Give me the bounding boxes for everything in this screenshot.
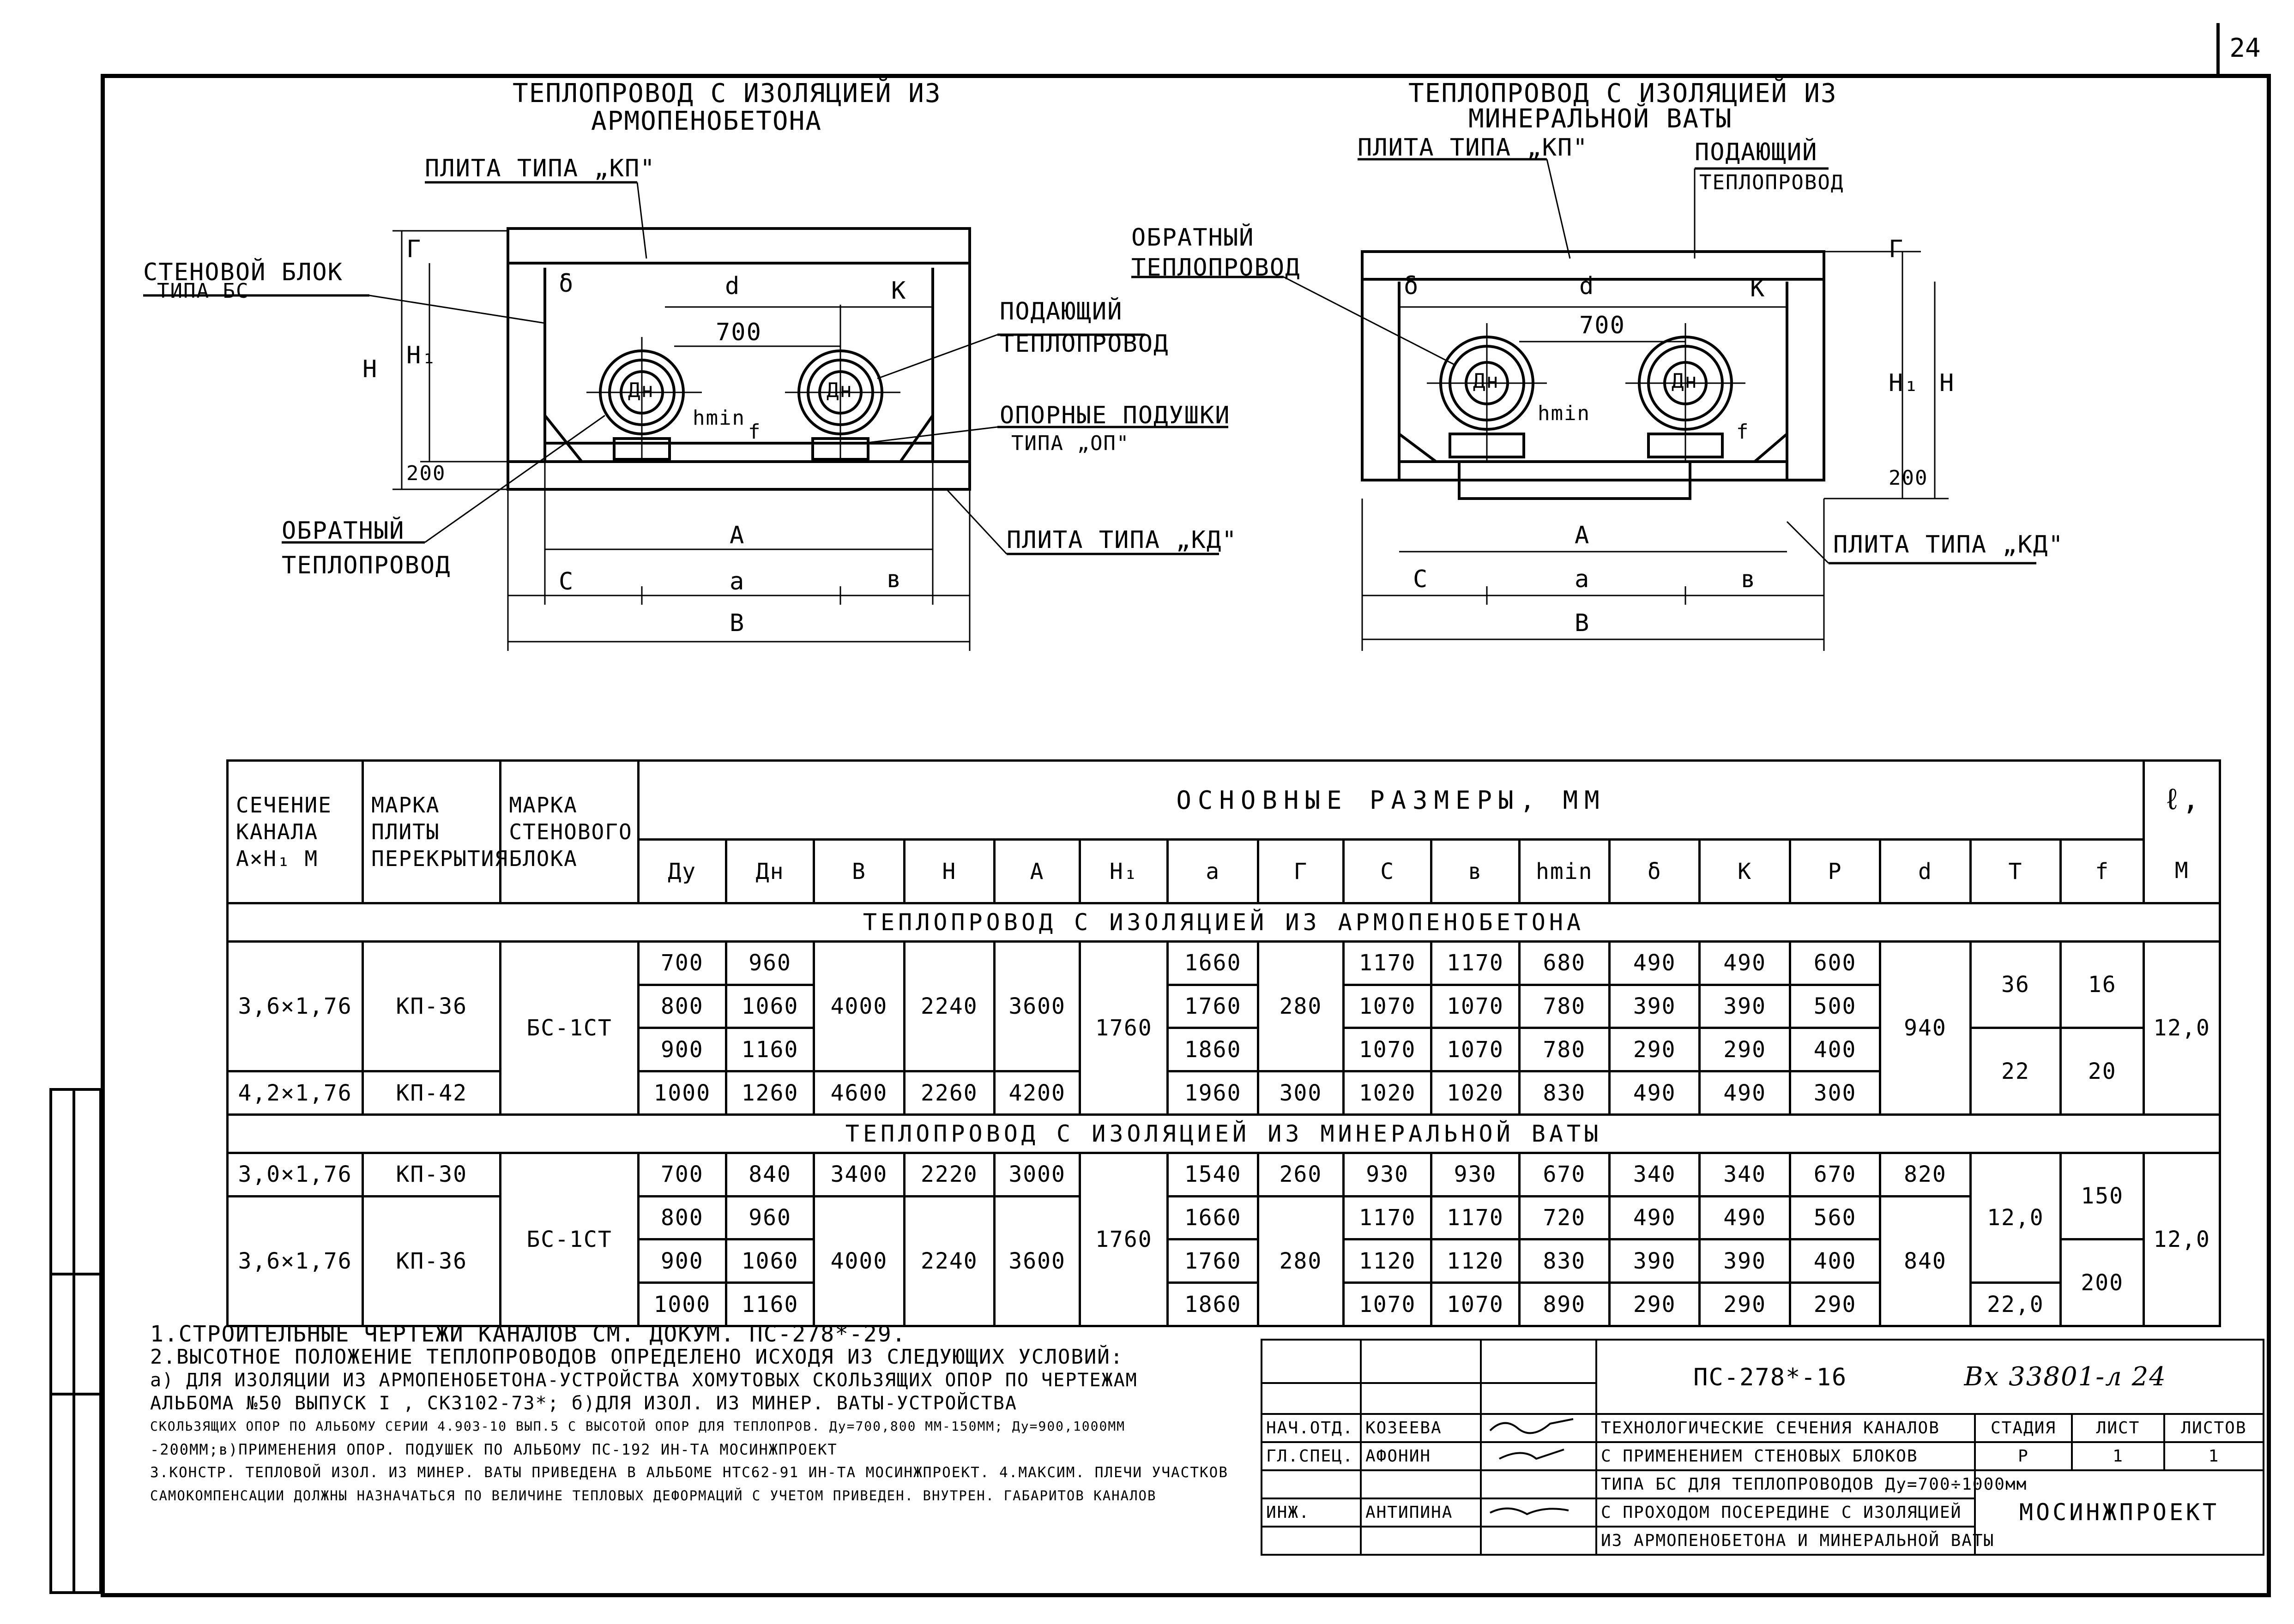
col-d: d	[1880, 840, 1970, 903]
s2-delta-2: 390	[1610, 1239, 1700, 1283]
col-f: f	[2061, 840, 2144, 903]
left-dim-hmin: hmin	[693, 406, 745, 430]
s2-C-1: 1170	[1344, 1196, 1431, 1239]
col-H: Н	[904, 840, 994, 903]
s2-K-1: 490	[1700, 1196, 1790, 1239]
col-P: Р	[1790, 840, 1880, 903]
s1-du-3: 1000	[638, 1071, 726, 1115]
col-dn: Дн	[726, 840, 814, 903]
left-wall-block-type: ТИПА БС	[157, 279, 249, 303]
col-du: Ду	[638, 840, 726, 903]
s2-C-0: 930	[1344, 1153, 1431, 1196]
left-dim-200: 200	[406, 462, 446, 485]
col-K: К	[1700, 840, 1790, 903]
s2-hmin-0: 670	[1519, 1153, 1609, 1196]
s2-f-a: 150	[2061, 1153, 2144, 1239]
s1-K-3: 490	[1700, 1071, 1790, 1115]
left-dim-A: А	[730, 522, 745, 549]
s1-P-2: 400	[1790, 1028, 1880, 1071]
s2-C-3: 1070	[1344, 1283, 1431, 1326]
s2-delta-0: 340	[1610, 1153, 1700, 1196]
col-C: С	[1344, 840, 1431, 903]
s2-dn-2: 1060	[726, 1239, 814, 1283]
note-line-1: 1.СТРОИТЕЛЬНЫЕ ЧЕРТЕЖИ КАНАЛОВ СМ. ДОКУМ. ПС-278*-29.	[150, 1321, 906, 1347]
stamp-name-1: АФОНИН	[1361, 1442, 1481, 1470]
col-B: В	[814, 840, 904, 903]
right-dim-H: Н	[1939, 369, 1955, 397]
left-dim-C: С	[559, 568, 574, 595]
s2-du-2: 900	[638, 1239, 726, 1283]
s1-delta-3: 490	[1610, 1071, 1700, 1115]
s1-hmin-0: 680	[1519, 941, 1609, 985]
s1-block: БС-1СТ	[501, 941, 638, 1114]
right-supply-label-1: ПОДАЮЩИЙ	[1695, 138, 1818, 166]
stamp-organization: МОСИНЖПРОЕКТ	[1975, 1470, 2264, 1555]
left-dim-B: В	[730, 609, 745, 637]
header-l: ℓ,	[2144, 761, 2220, 840]
note-line-4: АЛЬБОМА №50 ВЫПУСК I , СК3102-73*; б)ДЛЯ ИЗОЛ. ИЗ МИНЕР. ВАТЫ-УСТРОЙСТВА	[150, 1393, 1017, 1414]
col-A: А	[995, 840, 1080, 903]
right-title-line1: ТЕПЛОПРОВОД С ИЗОЛЯЦИЕЙ ИЗ	[1408, 78, 1837, 108]
left-dim-H: Н	[362, 355, 378, 383]
s1-P-1: 500	[1790, 985, 1880, 1028]
s2-b-3: 1070	[1431, 1283, 1519, 1326]
stamp-name-0: КОЗЕЕВА	[1361, 1414, 1481, 1442]
right-dim-b: в	[1741, 565, 1757, 593]
right-plate-kp-label: ПЛИТА ТИПА „КП"	[1358, 134, 1588, 162]
right-plate-kd-label: ПЛИТА ТИПА „КД"	[1833, 531, 2064, 559]
right-dim-d: d	[1579, 272, 1595, 300]
stamp-doc-cell	[1596, 1340, 2264, 1414]
right-dim-k: К	[1750, 275, 1766, 302]
right-dim-C: С	[1413, 565, 1429, 593]
s2-plate-a: КП-30	[363, 1153, 501, 1196]
left-dim-H1: Н₁	[406, 342, 437, 369]
s2-plate-b: КП-36	[363, 1196, 501, 1326]
s2-hmin-3: 890	[1519, 1283, 1609, 1326]
right-dim-dn1: Дн	[1473, 369, 1499, 393]
s1-plate-b: КП-42	[363, 1071, 501, 1115]
s1-H1: 1760	[1080, 941, 1168, 1114]
s1-H-b: 2260	[904, 1071, 994, 1115]
s2-block: БС-1СТ	[501, 1153, 638, 1326]
s2-section-b: 3,6×1,76	[228, 1196, 363, 1326]
s2-B-b: 4000	[814, 1196, 904, 1326]
s1-delta-2: 290	[1610, 1028, 1700, 1071]
col-T: Т	[1970, 840, 2060, 903]
col-G: Г	[1258, 840, 1343, 903]
s2-H-a: 2220	[904, 1153, 994, 1196]
right-dim-200: 200	[1889, 466, 1928, 490]
s1-a-3: 1960	[1168, 1071, 1258, 1115]
left-return-label-1: ОБРАТНЫЙ	[282, 517, 405, 545]
s2-P-1: 560	[1790, 1196, 1880, 1239]
right-dim-B: В	[1575, 609, 1590, 637]
s2-A-a: 3000	[995, 1153, 1080, 1196]
header-plate: МАРКА ПЛИТЫ ПЕРЕКРЫТИЯ	[363, 761, 501, 903]
col-b: в	[1431, 840, 1519, 903]
s2-delta-3: 290	[1610, 1283, 1700, 1326]
s2-a-0: 1540	[1168, 1153, 1258, 1196]
col-delta: δ	[1610, 840, 1700, 903]
s2-b-0: 930	[1431, 1153, 1519, 1196]
left-dim-dn2: Дн	[827, 379, 853, 402]
s2-l: 12,0	[2144, 1153, 2220, 1326]
title-block	[1261, 1339, 2263, 1556]
page-number: 24	[2216, 23, 2270, 74]
s1-b-1: 1070	[1431, 985, 1519, 1028]
note-line-7: 3.КОНСТР. ТЕПЛОВОЙ ИЗОЛ. ИЗ МИНЕР. ВАТЫ ПРИВЕДЕНА В АЛЬБОМЕ НТС62-91 ИН-ТА МОСИНЖПРОЕКТ. 4.МАКСИМ. ПЛЕЧИ УЧАСТКОВ	[150, 1464, 1228, 1481]
s1-l: 12,0	[2144, 941, 2220, 1114]
s1-C-1: 1070	[1344, 985, 1431, 1028]
right-supply-label-2: ТЕПЛОПРОВОД	[1699, 171, 1844, 194]
stamp-signature-1	[1481, 1442, 1596, 1470]
s2-P-2: 400	[1790, 1239, 1880, 1283]
s2-a-3: 1860	[1168, 1283, 1258, 1326]
s2-delta-1: 490	[1610, 1196, 1700, 1239]
left-support-label-2: ТИПА „ОП"	[1011, 432, 1130, 455]
s2-G-a: 260	[1258, 1153, 1343, 1196]
s2-dn-3: 1160	[726, 1283, 814, 1326]
stamp-role-0: НАЧ.ОТД.	[1262, 1414, 1361, 1442]
s1-dn-3: 1260	[726, 1071, 814, 1115]
note-line-3: а) ДЛЯ ИЗОЛЯЦИИ ИЗ АРМОПЕНОБЕТОНА-УСТРОЙСТВА ХОМУТОВЫХ СКОЛЬЗЯЩИХ ОПОР ПО ЧЕРТЕЖАМ	[150, 1370, 1138, 1391]
s2-hmin-1: 720	[1519, 1196, 1609, 1239]
notes-block	[150, 1323, 1272, 1507]
s2-P-3: 290	[1790, 1283, 1880, 1326]
header-section: СЕЧЕНИЕ КАНАЛА А×Н₁ М	[228, 761, 363, 903]
right-dim-dn2: Дн	[1672, 369, 1698, 393]
header-block: МАРКА СТЕНОВОГО БЛОКА	[501, 761, 638, 903]
s2-B-a: 3400	[814, 1153, 904, 1196]
s1-d: 940	[1880, 941, 1970, 1114]
stamp-signature-2	[1481, 1498, 1596, 1527]
s2-G-b: 280	[1258, 1196, 1343, 1326]
s2-b-2: 1120	[1431, 1239, 1519, 1283]
left-dim-b: в	[887, 565, 902, 593]
left-dim-k: К	[891, 277, 907, 305]
s1-B-b: 4600	[814, 1071, 904, 1115]
s2-K-0: 340	[1700, 1153, 1790, 1196]
s1-H-a: 2240	[904, 941, 994, 1071]
s1-B-a: 4000	[814, 941, 904, 1071]
note-line-6: -200ММ;в)ПРИМЕНЕНИЯ ОПОР. ПОДУШЕК ПО АЛЬБОМУ ПС-192 ИН-ТА МОСИНЖПРОЕКТ	[150, 1441, 838, 1458]
left-dim-d: d	[725, 272, 741, 300]
s1-du-1: 800	[638, 985, 726, 1028]
s1-A-a: 3600	[995, 941, 1080, 1071]
revision-strip	[51, 1089, 101, 1593]
stamp-title-3: С ПРОХОДОМ ПОСЕРЕДИНЕ С ИЗОЛЯЦИЕЙ	[1596, 1498, 1975, 1527]
s1-K-2: 290	[1700, 1028, 1790, 1071]
s1-f-a: 16	[2061, 941, 2144, 1028]
right-dim-g: Г	[1889, 235, 1904, 263]
left-dim-f: f	[748, 420, 761, 444]
stamp-signature-0	[1481, 1414, 1596, 1442]
left-plate-kp-label: ПЛИТА ТИПА „КП"	[425, 155, 656, 182]
s1-G-b: 300	[1258, 1071, 1343, 1115]
s2-T-b: 22,0	[1970, 1283, 2060, 1326]
s2-f-b: 200	[2061, 1239, 2144, 1326]
col-H1: Н₁	[1080, 840, 1168, 903]
right-dim-A: А	[1575, 522, 1590, 549]
left-dim-a: а	[730, 568, 745, 595]
right-dim-f: f	[1736, 420, 1750, 444]
stamp-title-4: ИЗ АРМОПЕНОБЕТОНА И МИНЕРАЛЬНОЙ ВАТЫ	[1596, 1527, 1975, 1555]
stamp-inventory: Вх 33801-л 24	[1964, 1361, 2167, 1392]
s1-C-2: 1070	[1344, 1028, 1431, 1071]
stamp-name-2: АНТИПИНА	[1361, 1498, 1481, 1527]
col-a: а	[1168, 840, 1258, 903]
s1-P-3: 300	[1790, 1071, 1880, 1115]
right-dim-H1: Н₁	[1889, 369, 1920, 397]
s1-delta-0: 490	[1610, 941, 1700, 985]
note-line-2: 2.ВЫСОТНОЕ ПОЛОЖЕНИЕ ТЕПЛОПРОВОДОВ ОПРЕДЕЛЕНО ИСХОДЯ ИЗ СЛЕДУЮЩИХ УСЛОВИЙ:	[150, 1345, 1124, 1369]
col-l-unit: М	[2144, 840, 2220, 903]
s2-H1: 1760	[1080, 1153, 1168, 1326]
s1-dn-2: 1160	[726, 1028, 814, 1071]
stamp-title-0: ТЕХНОЛОГИЧЕСКИЕ СЕЧЕНИЯ КАНАЛОВ	[1596, 1414, 1975, 1442]
s2-du-1: 800	[638, 1196, 726, 1239]
stamp-title-1: С ПРИМЕНЕНИЕМ СТЕНОВЫХ БЛОКОВ	[1596, 1442, 1975, 1470]
stamp-sheet: 1	[2072, 1442, 2164, 1470]
s1-section-b: 4,2×1,76	[228, 1071, 363, 1115]
right-title-line2: МИНЕРАЛЬНОЙ ВАТЫ	[1468, 104, 1733, 134]
s1-b-0: 1170	[1431, 941, 1519, 985]
left-dim-g: Г	[406, 235, 422, 263]
s1-a-2: 1860	[1168, 1028, 1258, 1071]
s1-P-0: 600	[1790, 941, 1880, 985]
left-title-line1: ТЕПЛОПРОВОД С ИЗОЛЯЦИЕЙ ИЗ	[513, 78, 942, 108]
s1-hmin-2: 780	[1519, 1028, 1609, 1071]
s1-hmin-3: 830	[1519, 1071, 1609, 1115]
s1-G-a: 280	[1258, 941, 1343, 1071]
s2-d-b: 840	[1880, 1196, 1970, 1326]
s1-f-b: 20	[2061, 1028, 2144, 1115]
right-dim-delta: δ	[1404, 272, 1419, 300]
s1-T-a: 36	[1970, 941, 2060, 1028]
s1-du-0: 700	[638, 941, 726, 985]
s2-du-0: 700	[638, 1153, 726, 1196]
s1-dn-0: 960	[726, 941, 814, 985]
section-mineral-wool: ТЕПЛОПРОВОД С ИЗОЛЯЦИЕЙ ИЗ МИНЕРАЛЬНОЙ ВАТЫ	[228, 1114, 2220, 1153]
stamp-sheets-header: ЛИСТОВ	[2164, 1414, 2264, 1442]
s2-A-b: 3600	[995, 1196, 1080, 1326]
stamp-stage: Р	[1975, 1442, 2072, 1470]
section-armopenobeton: ТЕПЛОПРОВОД С ИЗОЛЯЦИЕЙ ИЗ АРМОПЕНОБЕТОНА	[228, 903, 2220, 941]
stamp-sheets: 1	[2164, 1442, 2264, 1470]
s1-C-0: 1170	[1344, 941, 1431, 985]
left-plate-kd-label: ПЛИТА ТИПА „КД"	[1007, 526, 1238, 554]
left-return-label-2: ТЕПЛОПРОВОД	[282, 552, 451, 579]
s2-K-2: 390	[1700, 1239, 1790, 1283]
s2-C-2: 1120	[1344, 1239, 1431, 1283]
note-line-8: САМОКОМПЕНСАЦИИ ДОЛЖНЫ НАЗНАЧАТЬСЯ ПО ВЕЛИЧИНЕ ТЕПЛОВЫХ ДЕФОРМАЦИЙ С УЧЕТОМ ПРИВЕДЕН. ВНУТРЕН. ГАБАРИТОВ КАНАЛОВ	[150, 1488, 1157, 1504]
stamp-role-1: ГЛ.СПЕЦ.	[1262, 1442, 1361, 1470]
s1-dn-1: 1060	[726, 985, 814, 1028]
note-line-5: СКОЛЬЗЯЩИХ ОПОР ПО АЛЬБОМУ СЕРИИ 4.903-10 ВЫП.5 С ВЫСОТОЙ ОПОР ДЛЯ ТЕПЛОПРОВ. Ду=700,800 ММ-150ММ; Ду=900,1000ММ	[150, 1419, 1126, 1434]
s2-P-0: 670	[1790, 1153, 1880, 1196]
s2-a-2: 1760	[1168, 1239, 1258, 1283]
s1-b-3: 1020	[1431, 1071, 1519, 1115]
s1-a-1: 1760	[1168, 985, 1258, 1028]
s2-dn-1: 960	[726, 1196, 814, 1239]
s1-C-3: 1020	[1344, 1071, 1431, 1115]
left-dim-700: 700	[716, 319, 762, 346]
s2-section-a: 3,0×1,76	[228, 1153, 363, 1196]
stamp-sheet-header: ЛИСТ	[2072, 1414, 2164, 1442]
s1-plate-a: КП-36	[363, 941, 501, 1071]
left-supply-label-1: ПОДАЮЩИЙ	[1000, 298, 1123, 325]
s1-delta-1: 390	[1610, 985, 1700, 1028]
s1-K-1: 390	[1700, 985, 1790, 1028]
stamp-stage-header: СТАДИЯ	[1975, 1414, 2072, 1442]
s2-b-1: 1170	[1431, 1196, 1519, 1239]
stamp-title-2: ТИПА БС ДЛЯ ТЕПЛОПРОВОДОВ Ду=700÷1000мм	[1596, 1470, 1975, 1498]
s1-hmin-1: 780	[1519, 985, 1609, 1028]
s1-section-a: 3,6×1,76	[228, 941, 363, 1071]
left-wall-block-label: СТЕНОВОЙ БЛОК	[143, 259, 343, 286]
col-hmin: hmin	[1519, 840, 1609, 903]
s2-dn-0: 840	[726, 1153, 814, 1196]
right-return-label-1: ОБРАТНЫЙ	[1131, 224, 1255, 252]
s2-d-a: 820	[1880, 1153, 1970, 1196]
s2-du-3: 1000	[638, 1283, 726, 1326]
left-title-line2: АРМОПЕНОБЕТОНА	[591, 106, 822, 136]
s1-T-b: 22	[1970, 1028, 2060, 1115]
header-main-dimensions: ОСНОВНЫЕ РАЗМЕРЫ, ММ	[638, 761, 2144, 840]
right-dim-hmin: hmin	[1538, 402, 1590, 425]
s2-a-1: 1660	[1168, 1196, 1258, 1239]
left-support-label-1: ОПОРНЫЕ ПОДУШКИ	[1000, 402, 1231, 429]
left-dim-delta: δ	[559, 270, 574, 298]
s1-b-2: 1070	[1431, 1028, 1519, 1071]
left-supply-label-2: ТЕПЛОПРОВОД	[1000, 330, 1169, 358]
s2-K-3: 290	[1700, 1283, 1790, 1326]
s1-a-0: 1660	[1168, 941, 1258, 985]
s1-A-b: 4200	[995, 1071, 1080, 1115]
right-return-label-2: ТЕПЛОПРОВОД	[1131, 254, 1301, 282]
right-dim-a: а	[1575, 565, 1590, 593]
dimensions-table	[226, 759, 2221, 1327]
right-dim-700: 700	[1579, 312, 1625, 339]
stamp-doc-number: ПС-278*-16	[1693, 1363, 1847, 1391]
s2-T-a: 12,0	[1970, 1153, 2060, 1282]
stamp-role-2: ИНЖ.	[1262, 1498, 1361, 1527]
s1-du-2: 900	[638, 1028, 726, 1071]
s1-K-0: 490	[1700, 941, 1790, 985]
s2-H-b: 2240	[904, 1196, 994, 1326]
left-dim-dn1: Дн	[628, 379, 654, 402]
s2-hmin-2: 830	[1519, 1239, 1609, 1283]
